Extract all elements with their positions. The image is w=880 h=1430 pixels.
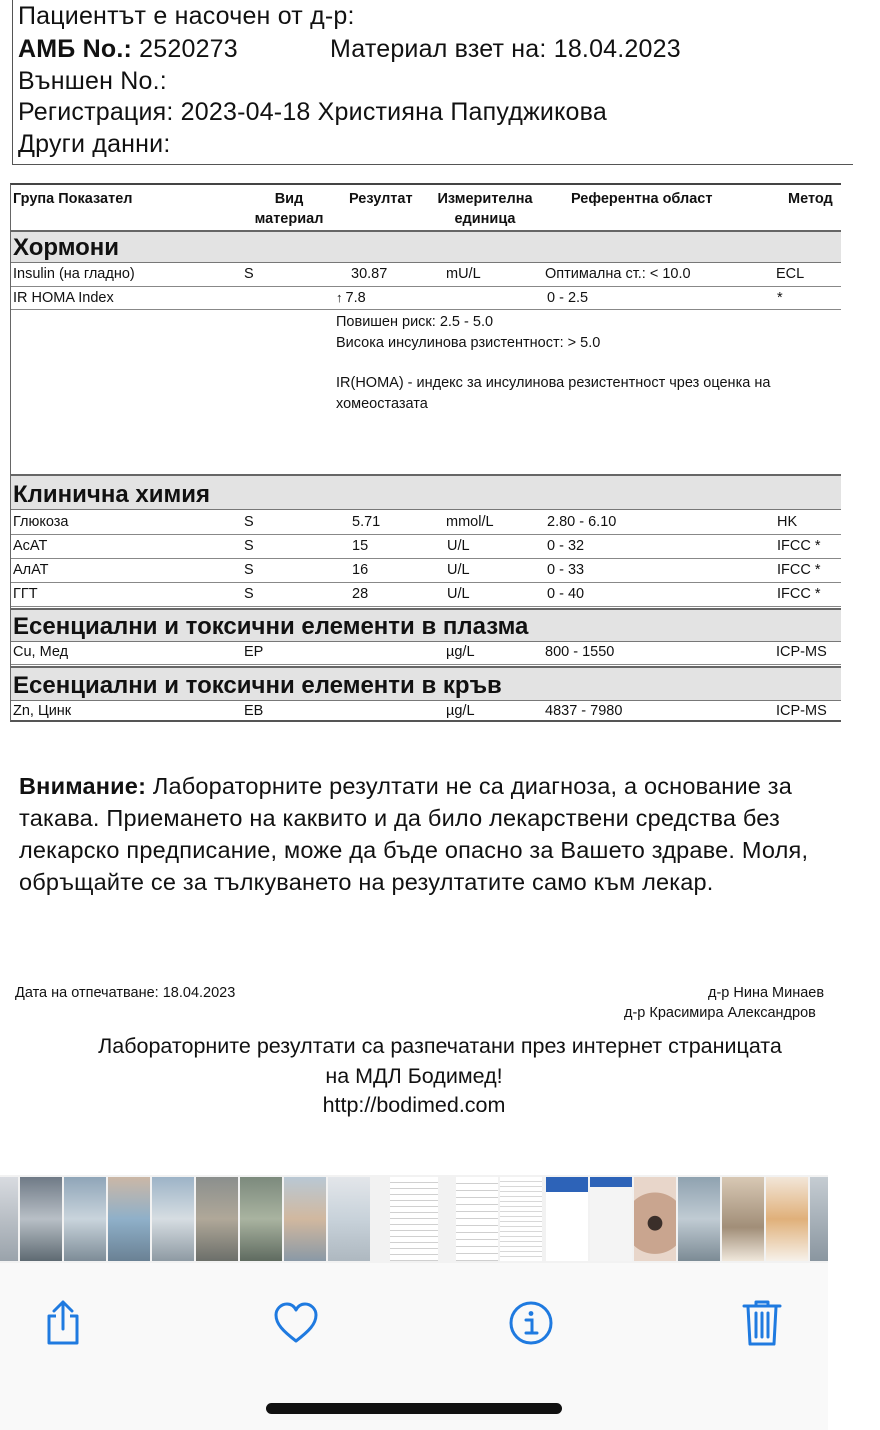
- other-data-line: [18, 130, 171, 159]
- section-plasma-elements: [11, 608, 841, 642]
- row-unit: µg/L: [446, 644, 475, 660]
- row-unit: mU/L: [446, 266, 481, 282]
- share-icon: [43, 1299, 83, 1347]
- referral-label: Пациентът е насочен от д-р:: [18, 2, 355, 30]
- row-result: [336, 290, 366, 306]
- column-header-material-line1: Вид: [274, 191, 304, 207]
- row-result: 16: [352, 562, 369, 578]
- section-title: Хормони: [13, 234, 120, 261]
- registration-line: [18, 98, 607, 127]
- row-unit: U/L: [447, 586, 470, 602]
- external-number-line: [18, 67, 167, 96]
- registration-value: 2023-04-18 Християна Папуджикова: [180, 98, 607, 126]
- table-row: [11, 511, 841, 535]
- thumbnail[interactable]: [240, 1177, 282, 1261]
- results-table: [10, 183, 841, 722]
- warning-paragraph: [19, 770, 819, 898]
- row-material: S: [244, 266, 254, 282]
- table-row: [11, 263, 841, 287]
- row-method: IFCC *: [777, 562, 821, 578]
- section-title: Клинична химия: [13, 481, 210, 508]
- footer-url: http://bodimed.com: [322, 1093, 506, 1117]
- table-row: [11, 641, 841, 665]
- homa-note-1: Повишен риск: 2.5 - 5.0: [336, 314, 494, 330]
- referral-line: [18, 2, 355, 31]
- section-clinical-chemistry: [11, 474, 841, 510]
- thumbnail[interactable]: [196, 1177, 238, 1261]
- report-header: [12, 0, 853, 165]
- thumbnail[interactable]: [20, 1177, 62, 1261]
- material-date-line: [330, 35, 681, 64]
- photo-thumbnail-strip[interactable]: [0, 1175, 828, 1263]
- bottom-toolbar: [0, 1263, 828, 1430]
- row-name: Insulin (на гладно): [13, 266, 135, 282]
- delete-button[interactable]: [732, 1293, 792, 1353]
- section-title: Есенциални и токсични елементи в кръв: [13, 672, 502, 699]
- row-method: ECL: [776, 266, 805, 282]
- column-header-result: Резултат: [349, 191, 413, 207]
- homa-note-4: хомеостазата: [336, 396, 428, 412]
- row-reference: 0 - 40: [547, 586, 585, 602]
- section-blood-elements: [11, 666, 841, 701]
- row-material: S: [244, 514, 254, 530]
- amb-value: 2520273: [139, 35, 238, 63]
- table-row: [11, 700, 841, 723]
- row-unit: mmol/L: [446, 514, 494, 530]
- amb-line: [18, 35, 238, 64]
- thumbnail[interactable]: [152, 1177, 194, 1261]
- favorite-button[interactable]: [266, 1293, 326, 1353]
- row-method: IFCC *: [777, 586, 821, 602]
- row-result: 15: [352, 538, 369, 554]
- homa-note-3: IR(HOMA) - индекс за инсулинова резистентност чрез оценка на: [336, 375, 771, 391]
- row-material: EB: [244, 703, 264, 719]
- amb-label: АМБ No.:: [18, 35, 132, 63]
- row-material: S: [244, 538, 254, 554]
- warning-label: Внимание:: [19, 773, 147, 799]
- thumbnail[interactable]: [390, 1177, 438, 1261]
- table-row: [11, 287, 841, 310]
- thumbnail[interactable]: [328, 1177, 370, 1261]
- section-hormones: [11, 230, 841, 263]
- row-name: AcAT: [13, 538, 48, 554]
- row-material: S: [244, 562, 254, 578]
- thumbnail[interactable]: [810, 1177, 828, 1261]
- column-header-unit: [425, 189, 545, 229]
- row-method: HK: [777, 514, 798, 530]
- row-name: Глюкоза: [13, 514, 69, 530]
- row-name: IR HOMA Index: [13, 290, 114, 306]
- info-icon: [508, 1300, 554, 1346]
- row-method: ICP-MS: [776, 644, 827, 660]
- row-unit: U/L: [447, 562, 470, 578]
- row-name: Zn, Цинк: [13, 703, 72, 719]
- doctor-signature-1: д-р Нина Минаев: [708, 985, 825, 1001]
- row-reference: 0 - 33: [547, 562, 585, 578]
- row-reference: 800 - 1550: [545, 644, 615, 660]
- row-method: ICP-MS: [776, 703, 827, 719]
- thumbnail[interactable]: [456, 1177, 498, 1261]
- row-result: 5.71: [352, 514, 381, 530]
- material-date-value: 18.04.2023: [553, 35, 681, 63]
- thumbnail[interactable]: [590, 1177, 632, 1261]
- share-button[interactable]: [33, 1293, 93, 1353]
- row-reference: 2.80 - 6.10: [547, 514, 617, 530]
- row-reference: Оптимална ст.: < 10.0: [545, 266, 691, 282]
- column-header-reference: Референтна област: [571, 191, 713, 207]
- external-number-label: Външен No.:: [18, 67, 167, 95]
- print-date: Дата на отпечатване: 18.04.2023: [15, 985, 236, 1001]
- column-header-method: Метод: [788, 191, 833, 207]
- doctor-signature-2: д-р Красимира Александров: [624, 1005, 816, 1021]
- footer-line-1: Лабораторните резултати са разпечатани през интернет страницата: [98, 1034, 782, 1058]
- row-name: АлАТ: [13, 562, 49, 578]
- column-header-material-line2: материал: [254, 211, 324, 227]
- row-reference: 0 - 2.5: [547, 290, 589, 306]
- home-indicator[interactable]: [266, 1403, 562, 1414]
- column-header-group: Група Показател: [13, 191, 133, 207]
- row-name: Cu, Мед: [13, 644, 69, 660]
- row-reference: 4837 - 7980: [545, 703, 623, 719]
- thumbnail[interactable]: [546, 1177, 588, 1261]
- thumbnail[interactable]: [0, 1177, 18, 1261]
- footer-line-2: на МДЛ Бодимед!: [325, 1064, 503, 1088]
- column-header-unit-line2: единица: [454, 211, 516, 227]
- row-method: IFCC *: [777, 538, 821, 554]
- other-data-label: Други данни:: [18, 130, 171, 158]
- table-row: [11, 559, 841, 583]
- column-header-material: [239, 189, 339, 229]
- trash-icon: [742, 1299, 782, 1347]
- row-material: S: [244, 586, 254, 602]
- warning-text: Лабораторните резултати не са диагноза, а основание за такава. Приемането на каквито и да било лекарствени средства без лекарско предписание, може да бъде опасно за Вашето здраве. Моля, обръщайте се за тълкуването на резултатите само към лекар.: [19, 773, 809, 895]
- row-name: ГГТ: [13, 586, 38, 602]
- registration-label: Регистрация:: [18, 98, 174, 126]
- thumbnail[interactable]: [722, 1177, 764, 1261]
- row-unit: U/L: [447, 538, 470, 554]
- thumbnail[interactable]: [634, 1177, 676, 1261]
- row-method: *: [777, 290, 783, 306]
- heart-icon: [273, 1302, 319, 1344]
- thumbnail[interactable]: [284, 1177, 326, 1261]
- thumbnail[interactable]: [108, 1177, 150, 1261]
- row-result: 30.87: [351, 266, 388, 282]
- row-unit: µg/L: [446, 703, 475, 719]
- thumbnail[interactable]: [766, 1177, 808, 1261]
- thumbnail[interactable]: [500, 1177, 542, 1261]
- thumbnail[interactable]: [678, 1177, 720, 1261]
- row-reference: 0 - 32: [547, 538, 585, 554]
- up-arrow-icon: ↑: [336, 290, 343, 305]
- material-date-label: Материал взет на:: [330, 35, 547, 63]
- row-result-value: 7.8: [345, 290, 366, 306]
- homa-note-2: Висока инсулинова рзистентност: > 5.0: [336, 335, 601, 351]
- section-title: Есенциални и токсични елементи в плазма: [13, 613, 529, 640]
- table-row: [11, 535, 841, 559]
- table-row: [11, 583, 841, 607]
- row-material: EP: [244, 644, 264, 660]
- row-result: 28: [352, 586, 369, 602]
- thumbnail[interactable]: [64, 1177, 106, 1261]
- info-button[interactable]: [501, 1293, 561, 1353]
- column-header-unit-line1: Измерителна: [437, 191, 533, 207]
